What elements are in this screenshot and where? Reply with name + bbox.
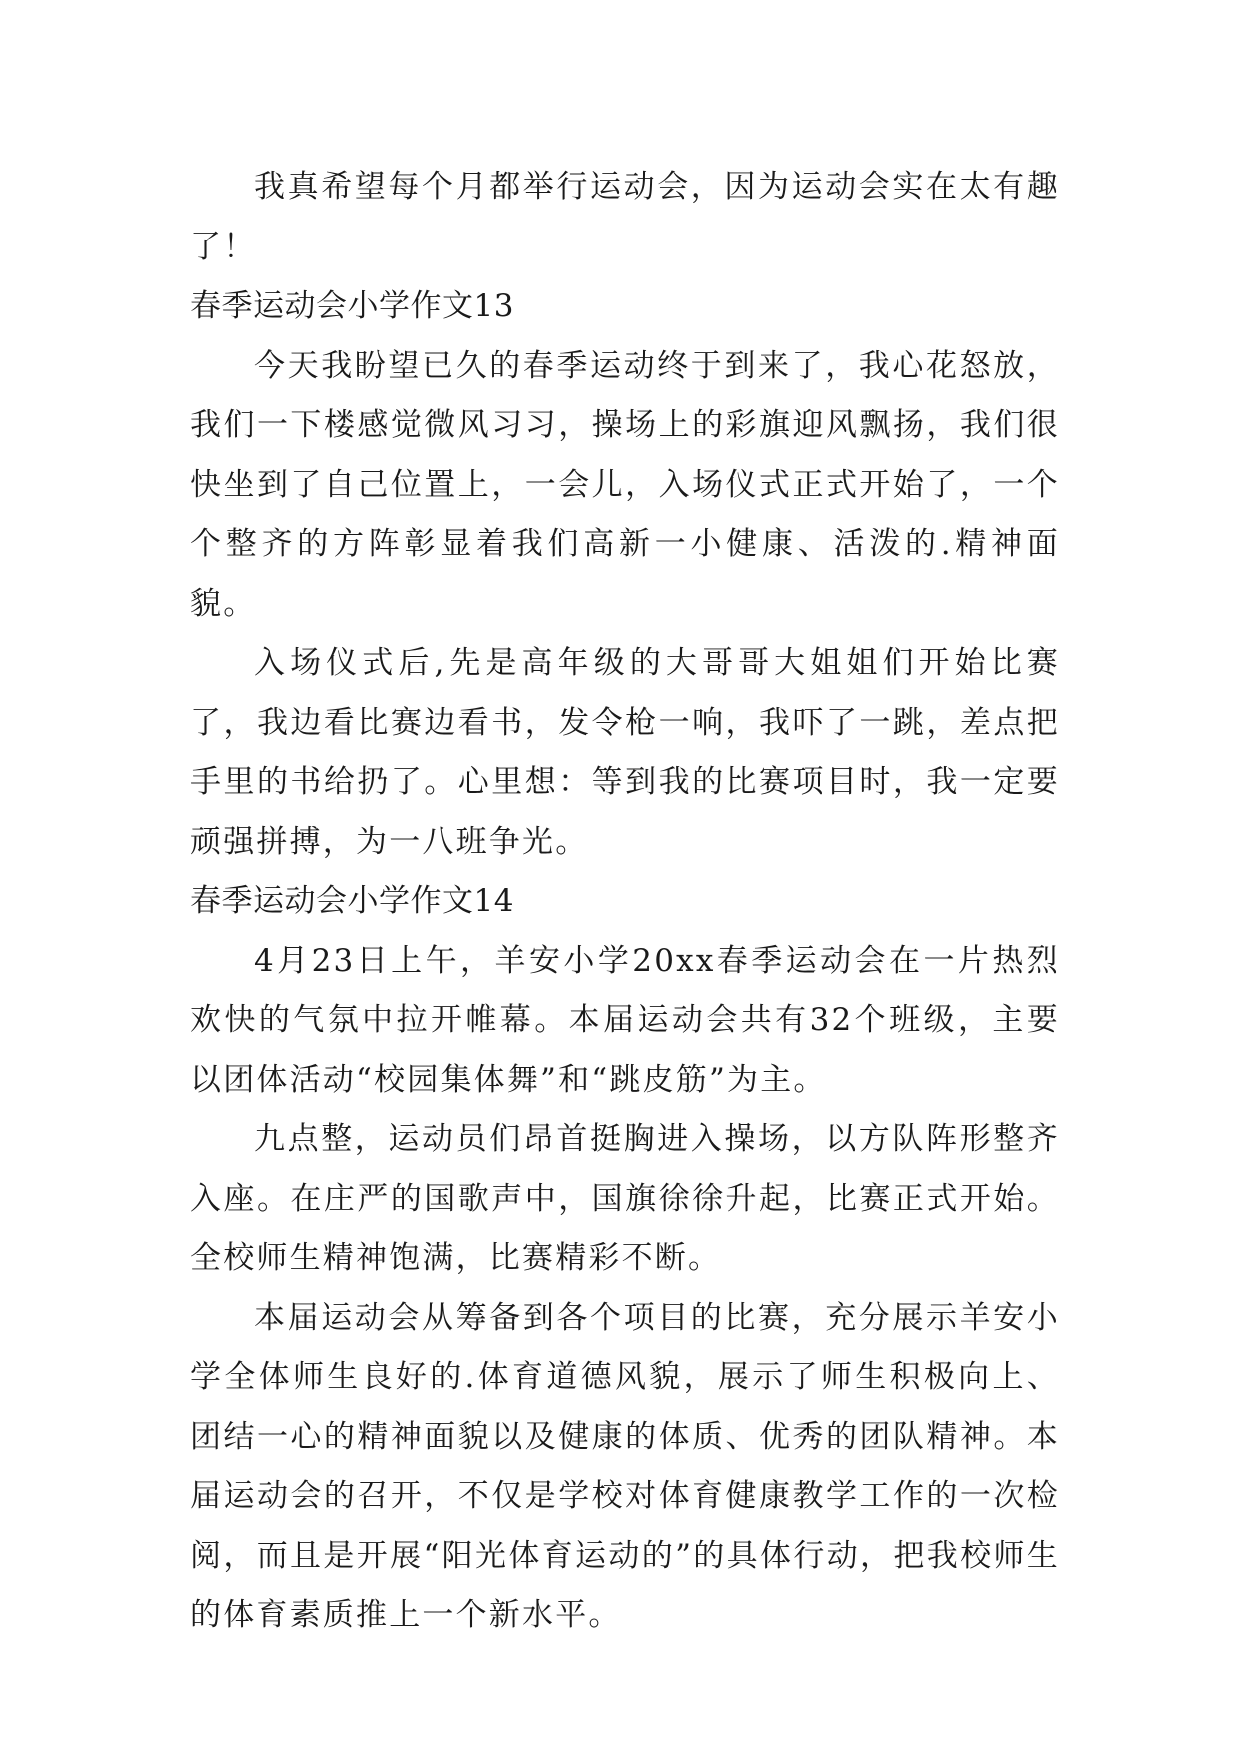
paragraph-14-intro: 4月23日上午，羊安小学20xx春季运动会在一片热烈欢快的气氛中拉开帷幕。本届运动会共有32个班级，主要以团体活动“校园集体舞”和“跳皮筋”为主。 [190,942,1060,1098]
essay-heading-13: 春季运动会小学作文13 [190,288,514,324]
document-page [190,158,1060,1646]
paragraph-closing-wish: 我真希望每个月都举行运动会，因为运动会实在太有趣了！ [190,169,1060,265]
paragraph-14-summary: 本届运动会从筹备到各个项目的比赛，充分展示羊安小学全体师生良好的.体育道德风貌，展示了师生积极向上、团结一心的精神面貌以及健康的体质、优秀的团队精神。本届运动会的召开，不仅是学校对体育健康教学工作的一次检阅，而且是开展“阳光体育运动的”的具体行动，把我校师生的体育素质推上一个新水平。 [190,1299,1060,1633]
paragraph-14-ceremony: 九点整，运动员们昂首挺胸进入操场，以方队阵形整齐入座。在庄严的国歌声中，国旗徐徐升起，比赛正式开始。全校师生精神饱满，比赛精彩不断。 [190,1121,1060,1276]
paragraph-13-race: 入场仪式后,先是高年级的大哥哥大姐姐们开始比赛了，我边看比赛边看书，发令枪一响，我吓了一跳，差点把手里的书给扔了。心里想：等到我的比赛项目时，我一定要顽强拼搏，为一八班争光。 [190,645,1060,860]
paragraph-13-opening: 今天我盼望已久的春季运动终于到来了，我心花怒放，我们一下楼感觉微风习习，操场上的彩旗迎风飘扬，我们很快坐到了自己位置上，一会儿，入场仪式正式开始了，一个个整齐的方阵彰显着我们高新一小健康、活泼的.精神面貌。 [190,347,1060,622]
essay-heading-14: 春季运动会小学作文14 [190,883,514,919]
